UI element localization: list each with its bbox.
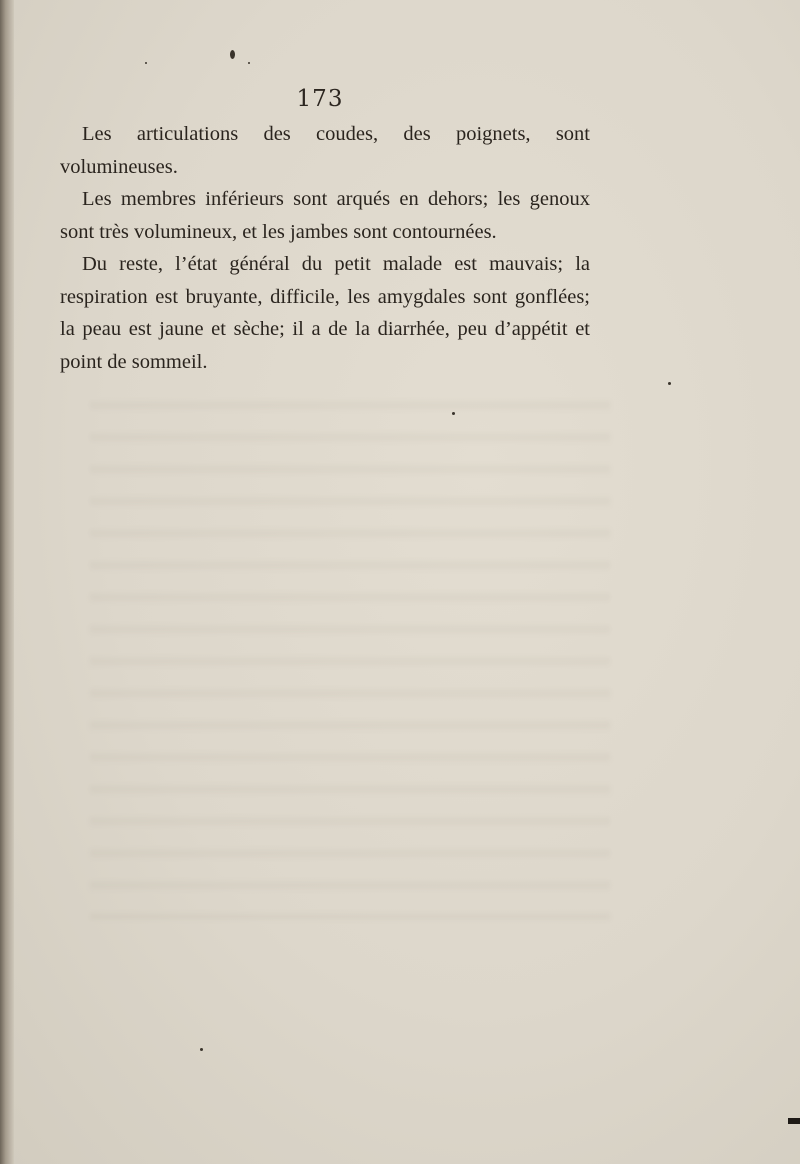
page-edge-mark — [788, 1118, 800, 1124]
ink-speck — [145, 62, 147, 64]
page-number: 173 — [296, 86, 344, 112]
paragraph: Du reste, l’état général du petit malade est mauvais; la respiration est bruyante, difficile, les amygdales sont gonflées; la peau est jaune et sèche; il a de la diarrhée, peu d’appétit et point de sommeil. — [60, 253, 590, 373]
paragraph: Les articulations des coudes, des poignets, sont volumineuses. — [60, 123, 590, 178]
ink-speck — [230, 50, 235, 59]
ink-speck — [452, 412, 455, 415]
body-text — [60, 118, 590, 378]
show-through-text — [90, 380, 610, 920]
ink-speck — [668, 382, 671, 385]
ink-speck — [200, 1048, 203, 1051]
paragraph: Les membres inférieurs sont arqués en dehors; les genoux sont très volumineux, et les jambes sont contournées. — [60, 188, 590, 243]
ink-speck — [248, 62, 250, 64]
book-spine-shadow — [0, 0, 14, 1164]
